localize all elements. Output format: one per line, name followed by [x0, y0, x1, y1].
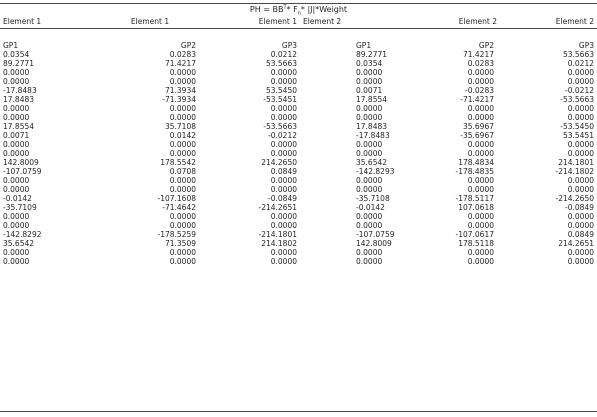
table-row-cell: 0.0000 — [467, 149, 494, 158]
table-row-cell: -107.0759 — [356, 230, 395, 239]
table-row-cell: -178.5117 — [455, 194, 494, 203]
table-row-cell: -71.4642 — [162, 203, 196, 212]
table-row-cell: 214.2650 — [261, 158, 297, 167]
table-row-cell: 0.0000 — [169, 68, 196, 77]
table-row-cell: 0.0000 — [356, 104, 383, 113]
table-row-cell: 0.0000 — [169, 104, 196, 113]
table-row-cell: 0.0000 — [3, 68, 30, 77]
table-row-cell: 0.0000 — [3, 176, 30, 185]
formula-text-b: * F — [286, 5, 298, 14]
column-headers — [0, 16, 597, 28]
table-row-cell: 0.0000 — [270, 149, 297, 158]
table-row-cell: 71.4217 — [164, 59, 196, 68]
table-row-cell: 0.0000 — [567, 212, 594, 221]
table-row-cell: 0.0283 — [467, 59, 494, 68]
table-row-cell: -214.2651 — [258, 203, 297, 212]
column-header: Element 1 — [258, 17, 297, 26]
table-row-cell: 0.0000 — [169, 221, 196, 230]
table-row-cell: 0.0000 — [3, 77, 30, 86]
table-row-cell: 0.0000 — [567, 248, 594, 257]
table-row-cell: 0.0000 — [356, 68, 383, 77]
table-row-cell: 53.5450 — [265, 86, 297, 95]
table-row-cell: 0.0000 — [169, 77, 196, 86]
gp-label-row-cell: GP2 — [180, 41, 196, 50]
table-row-cell: -71.3934 — [162, 95, 196, 104]
formula-superscript: T — [283, 4, 287, 11]
table-row-cell: 71.3934 — [164, 86, 196, 95]
table-row-cell: 0.0354 — [3, 50, 30, 59]
table-row-cell: 0.0000 — [467, 212, 494, 221]
table-row-cell: -142.8292 — [3, 230, 42, 239]
table-formula-title — [0, 5, 597, 15]
table-row-cell: 17.8483 — [356, 122, 388, 131]
table-row-cell: 0.0000 — [356, 212, 383, 221]
table-row-cell: 0.0000 — [270, 212, 297, 221]
table-row-cell: -35.7108 — [356, 194, 390, 203]
table-row-cell: 17.8483 — [3, 95, 35, 104]
table-row-cell: 0.0000 — [270, 77, 297, 86]
table-row-cell: 142.8009 — [356, 239, 392, 248]
table-row-cell: 71.3509 — [164, 239, 196, 248]
table-row-cell: 0.0000 — [567, 77, 594, 86]
column-header: Element 2 — [458, 17, 497, 26]
table-row-cell: 0.0000 — [270, 113, 297, 122]
table-row-cell: -0.0142 — [356, 203, 385, 212]
table-row-cell: 0.0000 — [467, 176, 494, 185]
table-row-cell: 0.0000 — [356, 221, 383, 230]
table-row-cell: 53.5663 — [562, 50, 594, 59]
table-row-cell: 0.0000 — [467, 221, 494, 230]
table-row-cell: 0.0000 — [270, 68, 297, 77]
table-row-cell: -0.0283 — [465, 86, 494, 95]
table-row-cell: 35.6542 — [3, 239, 35, 248]
formula-text-a: PH = BB — [249, 5, 284, 14]
table-row-cell: -35.7109 — [3, 203, 37, 212]
table-row-cell: 0.0000 — [467, 248, 494, 257]
table-row-cell: 0.0000 — [467, 77, 494, 86]
table-row-cell: 35.6967 — [462, 122, 494, 131]
table-row-cell: 17.8554 — [356, 95, 388, 104]
table-row-cell: 0.0000 — [169, 113, 196, 122]
table-row-cell: 35.7108 — [164, 122, 196, 131]
table-row-cell: 0.0071 — [3, 131, 30, 140]
table-row-cell: 0.0283 — [169, 50, 196, 59]
table-bottom-rule — [0, 411, 597, 412]
table-row-cell: 0.0000 — [356, 140, 383, 149]
table-row-cell: 89.2771 — [3, 59, 35, 68]
table-row-cell: 0.0071 — [356, 86, 383, 95]
table-row-cell: 0.0000 — [169, 140, 196, 149]
table-row-cell: 0.0000 — [467, 68, 494, 77]
table-row-cell: 0.0000 — [567, 104, 594, 113]
table-row-cell: -107.0759 — [3, 167, 42, 176]
table-row-cell: -0.0212 — [565, 86, 594, 95]
table-row-cell: -178.5259 — [157, 230, 196, 239]
table-row-cell: 0.0000 — [169, 149, 196, 158]
table-row-cell: 0.0000 — [567, 176, 594, 185]
table-row-cell: 0.0000 — [356, 149, 383, 158]
table-row-cell: 142.8009 — [3, 158, 39, 167]
table-row-cell: 53.5451 — [562, 131, 594, 140]
table-row-cell: 0.0000 — [467, 257, 494, 266]
column-header: Element 1 — [130, 17, 170, 26]
table-row-cell: 0.0000 — [567, 257, 594, 266]
table-row-cell: 0.0000 — [567, 185, 594, 194]
table-row-cell: 89.2771 — [356, 50, 388, 59]
table-row-cell: 214.1802 — [261, 239, 297, 248]
table-row-cell: 17.8554 — [3, 122, 35, 131]
table-row-cell: -142.8293 — [356, 167, 395, 176]
table-header-rule — [0, 28, 597, 29]
table-row-cell: 0.0000 — [356, 113, 383, 122]
table-row-cell: -0.0849 — [565, 203, 594, 212]
table-row-cell: 0.0000 — [467, 140, 494, 149]
table-row-cell: 0.0000 — [169, 212, 196, 221]
table-row-cell: 0.0849 — [567, 230, 594, 239]
table-row-cell: -0.0849 — [268, 194, 297, 203]
table-row-cell: -0.0212 — [268, 131, 297, 140]
formula-subscript: n — [297, 10, 301, 17]
table-row-cell: -214.1801 — [258, 230, 297, 239]
gp-label-row-cell: GP3 — [281, 41, 297, 50]
table-row-cell: 0.0000 — [270, 257, 297, 266]
table-row-cell: 0.0000 — [3, 248, 30, 257]
table-row-cell: 0.0000 — [567, 68, 594, 77]
table-row-cell: 0.0708 — [169, 167, 196, 176]
table-row-cell: 0.0000 — [567, 149, 594, 158]
table-row-cell: -107.1608 — [157, 194, 196, 203]
table-row-cell: 0.0000 — [270, 176, 297, 185]
table-row-cell: 0.0000 — [467, 104, 494, 113]
table-row-cell: 107.0618 — [458, 203, 494, 212]
column-header: Element 1 — [3, 17, 42, 26]
formula-text-c: * |J|*Weight — [300, 5, 348, 14]
table-row-cell: -53.5450 — [560, 122, 594, 131]
table-row-cell: 0.0000 — [3, 113, 30, 122]
table-row-cell: 0.0000 — [467, 185, 494, 194]
table-row-cell: 35.6542 — [356, 158, 388, 167]
table-row-cell: -17.8483 — [356, 131, 390, 140]
table-row-cell: 0.0212 — [567, 59, 594, 68]
table-row-cell: 0.0000 — [356, 176, 383, 185]
table-row-cell: -214.2650 — [555, 194, 594, 203]
table-row-cell: 0.0000 — [169, 248, 196, 257]
table-row-cell: -53.5663 — [263, 122, 297, 131]
table-row-cell: 0.0142 — [169, 131, 196, 140]
column-header: Element 2 — [303, 17, 342, 26]
table-row-cell: 0.0000 — [3, 140, 30, 149]
table-row-cell: 0.0000 — [356, 185, 383, 194]
table-row-cell: -53.5663 — [560, 95, 594, 104]
table-row-cell: 0.0000 — [270, 185, 297, 194]
table-row-cell: -35.6967 — [460, 131, 494, 140]
table-row-cell: 0.0000 — [3, 104, 30, 113]
table-row-cell: 0.0000 — [3, 257, 30, 266]
table-row-cell: 0.0212 — [270, 50, 297, 59]
table-row-cell: -53.5451 — [263, 95, 297, 104]
table-row-cell: -71.4217 — [460, 95, 494, 104]
table-row-cell: 0.0000 — [270, 140, 297, 149]
table-row-cell: 53.5663 — [265, 59, 297, 68]
table-row-cell: 0.0000 — [356, 248, 383, 257]
table-row-cell: 0.0354 — [356, 59, 383, 68]
gp-label-row-cell: GP1 — [356, 41, 372, 50]
table-top-rule — [0, 3, 597, 4]
gp-label-row-cell: GP1 — [3, 41, 19, 50]
table-row-cell: 178.4834 — [458, 158, 494, 167]
table-row-cell: 0.0000 — [567, 140, 594, 149]
table-row-cell: -0.0142 — [3, 194, 32, 203]
column-header: Element 2 — [555, 17, 594, 26]
table-row-cell: -178.4835 — [455, 167, 494, 176]
table-row-cell: 71.4217 — [462, 50, 494, 59]
table-row-cell: 0.0000 — [467, 113, 494, 122]
table-row-cell: 0.0000 — [169, 176, 196, 185]
table-row-cell: 0.0849 — [270, 167, 297, 176]
table-row-cell: 0.0000 — [270, 248, 297, 257]
table-row-cell: 0.0000 — [270, 104, 297, 113]
table-row-cell: 0.0000 — [169, 185, 196, 194]
table-row-cell: -214.1802 — [555, 167, 594, 176]
table-body — [0, 41, 597, 266]
gp-label-row-cell: GP3 — [578, 41, 594, 50]
table-row-cell: 214.1801 — [558, 158, 594, 167]
table-row-cell: 0.0000 — [270, 221, 297, 230]
table-row-cell: 214.2651 — [558, 239, 594, 248]
table-row-cell: 0.0000 — [3, 221, 30, 230]
table-row-cell: -17.8483 — [3, 86, 37, 95]
table-row-cell: 178.5118 — [458, 239, 494, 248]
table-row-cell: 0.0000 — [567, 221, 594, 230]
gp-label-row-cell: GP2 — [478, 41, 494, 50]
table-row-cell: 0.0000 — [169, 257, 196, 266]
table-row-cell: -107.0617 — [455, 230, 494, 239]
table-row-cell: 0.0000 — [3, 185, 30, 194]
table-row-cell: 0.0000 — [567, 113, 594, 122]
table-row-cell: 178.5542 — [160, 158, 196, 167]
table-row-cell: 0.0000 — [356, 257, 383, 266]
table-row-cell: 0.0000 — [3, 149, 30, 158]
table-row-cell: 0.0000 — [356, 77, 383, 86]
table-row-cell: 0.0000 — [3, 212, 30, 221]
